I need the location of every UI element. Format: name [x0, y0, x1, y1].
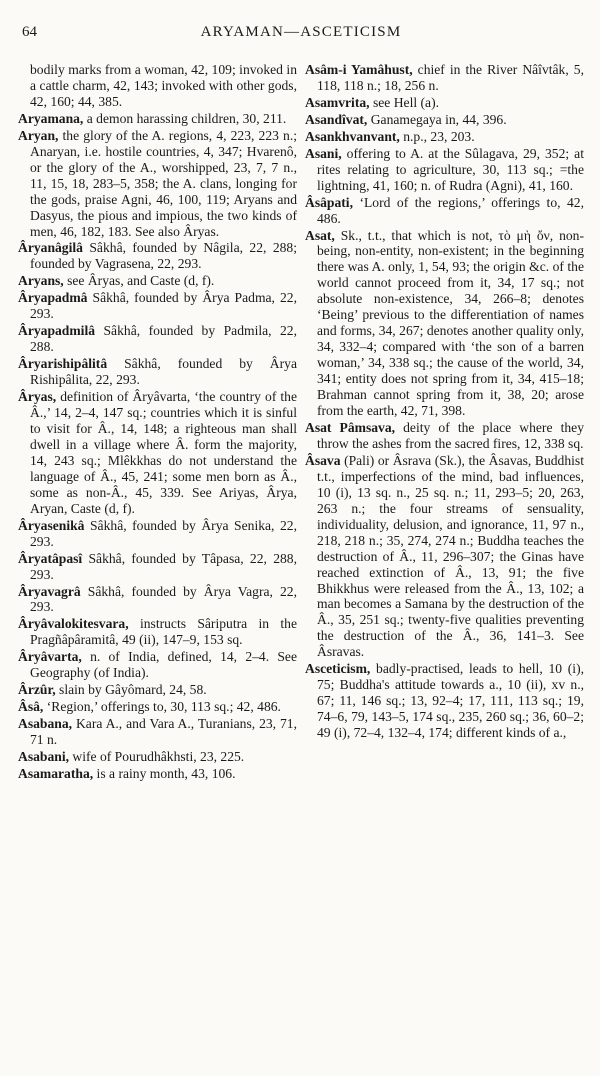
entry-headword: Aryamana, — [18, 110, 84, 126]
entry-text: bodily marks from a woman, 42, 109; invoked in a cattle charm, 42, 143; invoked with other gods, 42, 160; 44, 385. — [30, 62, 297, 109]
entry-headword: Aryans, — [18, 273, 64, 289]
index-entry — [305, 661, 584, 741]
index-entry — [18, 649, 297, 681]
entry-text: Kara A., and Vara A., Turanians, 23, 71, 71 n. — [30, 716, 297, 748]
index-entry — [305, 95, 584, 111]
entry-text: Sâkhâ, founded by Ârya Senika, 22, 293. — [30, 517, 297, 549]
entry-headword: Asankhvanvant, — [305, 128, 400, 144]
running-head: ARYAMAN—ASCETICISM — [200, 24, 402, 40]
entry-headword: Asat, — [305, 227, 335, 243]
index-entry — [18, 62, 297, 110]
entry-text: Ganamegaya in, 44, 396. — [370, 111, 507, 127]
entry-headword: Âryâvalokitesvara, — [18, 616, 129, 632]
entry-text: (Pali) or Âsrava (Sk.), the Âsavas, Buddhist t.t., imperfections of the mind, bad influences, 10 (i), 13 sq. n., 25 sq. n.; 11, 293–5; 20, 263, 263 n.; the four streams of sensuality, individuality, delusion, and ignorance, 11, 97 n., 218, 218 n.; 35, 274, 274 n.; Buddha teaches the destruction of Â., 11, 296–307; the Ginas have reached extinction of Â., 13, 91; the five Bhikkhus were released from the Â., 13, 102; a man becomes a Samana by the destruction of the Â., 35, 251 sq.; twenty-five qualities preventing the destruction of the Â., 36, 141–3. See Âsravas. — [317, 452, 584, 660]
entry-text: slain by Gâyômard, 24, 58. — [59, 682, 207, 698]
entry-headword: Âryanâgilâ — [18, 240, 83, 256]
index-entry — [18, 273, 297, 289]
entry-text: Sâkhâ, founded by Ârya Vagra, 22, 293. — [30, 583, 297, 615]
entry-text: ‘Region,’ offerings to, 30, 113 sq.; 42, 486. — [46, 699, 281, 715]
entry-text: see Âryas, and Caste (d, f). — [67, 273, 215, 289]
index-entry — [18, 128, 297, 240]
index-entry — [305, 453, 584, 660]
index-entry — [18, 766, 297, 782]
index-entry — [18, 584, 297, 616]
index-entry — [305, 195, 584, 227]
entry-text: Sk., t.t., that which is not, τὸ μὴ ὄν, non-being, non-entity, non-existent; in the beginning there was A. only, 1, 54, 93; the origin &c. of the world cannot proceed from it, 34, 17 sq.; not absolute non-existence, 34, 266–8; denotes ‘Being’ previous to the differentiation of names and forms, 34, 267; denotes another quality only, 34, 332–4; compared with ‘the son of a barren woman,’ 34, 338 sq.; the cause of the world, 34, 341; entity does not spring from it, 34, 415–18; Brahman cannot spring from it, 38, 20; arose from the earth, 42, 71, 398. — [317, 227, 584, 419]
entry-text: definition of Âryâvarta, ‘the country of the Â.,’ 14, 2–4, 147 sq.; countries which it is sinful to visit for Â., 14, 148; a righteous man shall dwell in a village where Â. form the majority, 14, 243 sq.; Mlêkkhas do not understand the language of Â., 45, 241; some men born as Â., some as non-Â., 45, 339. See Ariyas, Ârya, Aryan, Caste (d, f). — [30, 389, 297, 516]
page-number: 64 — [22, 24, 37, 40]
index-entry — [18, 699, 297, 715]
entry-text: n.p., 23, 203. — [403, 128, 475, 144]
entry-headword: Âryâvarta, — [18, 649, 82, 665]
entry-headword: Âryapadmâ — [18, 290, 88, 306]
entry-headword: Asat Pâmsava, — [305, 419, 396, 435]
index-entry — [18, 616, 297, 648]
index-entry — [18, 240, 297, 272]
entry-headword: Asceticism, — [305, 661, 371, 677]
index-entry — [18, 518, 297, 550]
entry-text: badly-practised, leads to hell, 10 (i), 75; Buddha's attitude towards a., 10 (ii), xv n., 67; 11, 146 sq.; 13, 92–4; 17, 111, 113 sq.; 19, 74–6, 79, 143–5, 174 sq., 235, 260 sq.; 36, 60–2; 49 (i), 72–4, 132–4, 174; different kinds of a., — [317, 661, 584, 741]
entry-text: Sâkhâ, founded by Tâpasa, 22, 288, 293. — [30, 550, 297, 582]
entry-headword: Âsâ, — [18, 699, 44, 715]
entry-text: Sâkhâ, founded by Ârya Padma, 22, 293. — [30, 290, 297, 322]
right-column — [305, 62, 584, 783]
entry-text: Sâkhâ, founded by Ârya Rishipâlita, 22, 293. — [30, 356, 297, 388]
entry-headword: Âryas, — [18, 389, 57, 405]
index-entry — [305, 129, 584, 145]
index-entry — [18, 551, 297, 583]
index-entry — [305, 112, 584, 128]
index-entry — [18, 323, 297, 355]
entry-text: Sâkhâ, founded by Padmila, 22, 288. — [30, 323, 297, 355]
entry-headword: Âsava — [305, 452, 341, 468]
entry-headword: Asabani, — [18, 749, 69, 765]
entry-headword: Âryapadmilâ — [18, 323, 96, 339]
index-entry — [305, 228, 584, 419]
entry-headword: Asani, — [305, 145, 342, 161]
entry-headword: Âryasenikâ — [18, 517, 85, 533]
entry-headword: Asandîvat, — [305, 111, 368, 127]
entry-headword: Âryatâpasî — [18, 550, 83, 566]
entry-text: see Hell (a). — [372, 94, 440, 110]
index-entry — [18, 356, 297, 388]
entry-headword: Asamaratha, — [18, 765, 94, 781]
entry-headword: Aryan, — [18, 127, 59, 143]
index-entry — [18, 682, 297, 698]
entry-text: ‘Lord of the regions,’ offerings to, 42, 486. — [317, 194, 585, 226]
page-header — [18, 24, 584, 50]
entry-text: is a rainy month, 43, 106. — [96, 765, 236, 781]
index-entry — [18, 290, 297, 322]
entry-headword: Asabana, — [18, 716, 73, 732]
entry-headword: Âryarishipâlitâ — [18, 356, 108, 372]
index-columns — [18, 62, 584, 783]
entry-text: chief in the River Nâîvtâk, 5, 118, 118 n.; 18, 256 n. — [317, 62, 584, 93]
entry-headword: Asamvrita, — [305, 94, 370, 110]
entry-text: n. of India, defined, 14, 2–4. See Geography (of India). — [30, 649, 297, 681]
entry-headword: Ârzûr, — [18, 682, 56, 698]
entry-text: wife of Pourudhâkhsti, 23, 225. — [72, 749, 245, 765]
entry-headword: Âryavagrâ — [18, 583, 81, 599]
index-entry — [18, 749, 297, 765]
index-entry — [305, 146, 584, 194]
index-entry — [305, 62, 584, 94]
left-column — [18, 62, 297, 783]
index-entry — [18, 111, 297, 127]
index-entry — [18, 389, 297, 517]
entry-text: offering to A. at the Sûlagava, 29, 352; at rites relating to agriculture, 30, 113 sq.; =the lightning, 41, 160; n. of Rudra (Agni), 41, 160. — [317, 145, 584, 193]
entry-headword: Âsâpati, — [305, 194, 353, 210]
index-entry — [305, 420, 584, 452]
entry-text: Sâkhâ, founded by Nâgila, 22, 288; founded by Vagrasena, 22, 293. — [30, 240, 297, 272]
entry-text: instructs Sâriputra in the Pragñâpâramitâ, 49 (ii), 147–9, 153 sq. — [30, 616, 297, 648]
entry-text: a demon harassing children, 30, 211. — [86, 110, 287, 126]
entry-text: the glory of the A. regions, 4, 223, 223 n.; Anaryan, i.e. hostile countries, 4, 347; Hvarenô, or the glory of the A., worshipped, 23, 7, 7 n., 11, 15, 18, 283–5, 358; the A. clans, longing for the gods, praise Agni, 46, 100, 119; Aryans and Dasyus, the pious and impious, the two kinds of men, 46, 182, 183. See also Âryas. — [30, 127, 298, 239]
entry-text: deity of the place where they throw the ashes from the sacred fires, 12, 338 sq. — [317, 419, 584, 451]
entry-headword: Asâm-i Yamâhust, — [305, 62, 413, 77]
index-entry — [18, 716, 297, 748]
